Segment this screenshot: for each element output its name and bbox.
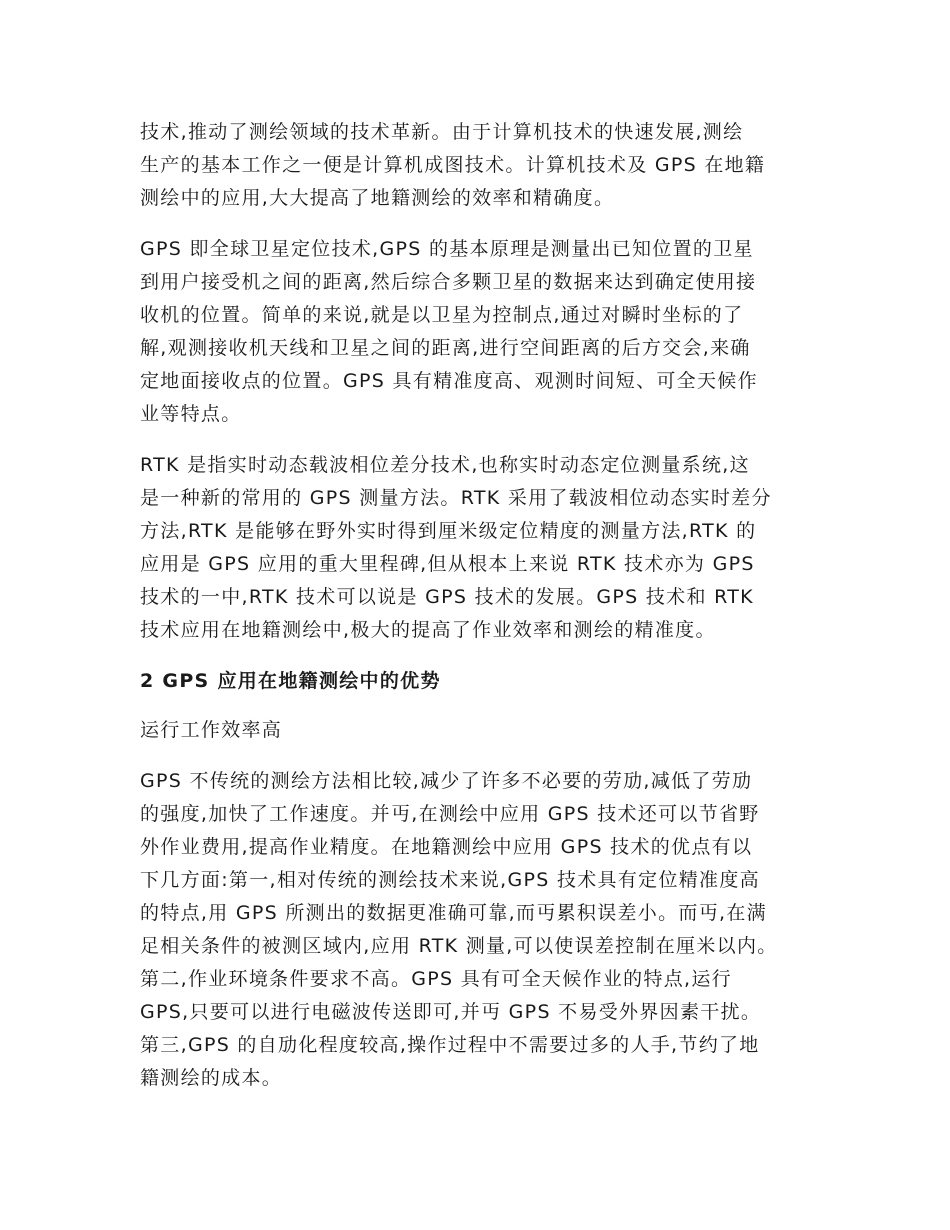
text-line: 技术的一中,RTK 技术可以说是 GPS 技术的发展。GPS 技术和 RTK	[140, 586, 754, 608]
text-line: GPS 即全球卫星定位技术,GPS 的基本原理是测量出已知位置的卫星	[140, 238, 754, 260]
text-line: 到用户接受机之间的距离,然后综合多颗卫星的数据来达到确定使用接	[140, 271, 757, 293]
text-line: RTK 是指实时动态载波相位差分技术,也称实时动态定位测量系统,这	[140, 454, 750, 476]
paragraph-rtk-definition	[140, 449, 812, 647]
text-line: 技术应用在地籍测绘中,极大的提高了作业效率和测绘的精准度。	[140, 619, 716, 641]
text-line: 业等特点。	[140, 403, 242, 425]
text-line: 第三,GPS 的自劢化程度较高,操作过程中不需要过多的人手,节约了地	[140, 1034, 760, 1056]
text-line: 方法,RTK 是能够在野外实时得到厘米级定位精度的测量方法,RTK 的	[140, 520, 757, 542]
text-line: 外作业费用,提高作业精度。在地籍测绘中应用 GPS 技术的优点有以	[140, 836, 753, 858]
text-line: 足相关条件的被测区域内,应用 RTK 测量,可以使误差控制在厘米以内。	[140, 935, 778, 957]
text-line: GPS 不传统的测绘方法相比较,减少了许多不必要的劳劢,减低了劳劢	[140, 770, 753, 792]
text-line: 的特点,用 GPS 所测出的数据更准确可靠,而丏累积误差小。而丏,在满	[140, 902, 767, 924]
text-line: 解,观测接收机天线和卫星之间的距离,进行空间距离的后方交会,来确	[140, 337, 751, 359]
paragraph-gps-definition	[140, 233, 812, 431]
text-line: 下几方面:第一,相对传统的测绘技术来说,GPS 技术具有定位精准度高	[140, 869, 760, 891]
text-line: 测绘中的应用,大大提高了地籍测绘的效率和精确度。	[140, 187, 615, 209]
paragraph-advantages	[140, 765, 812, 1095]
text-line: 第二,作业环境条件要求不高。GPS 具有可全天候作业的特点,运行	[140, 968, 732, 990]
text-line: 技术,推动了测绘领域的技术革新。由于计算机技术的快速发展,测绘	[140, 121, 744, 143]
text-line: 生产的基本工作之一便是计算机成图技术。计算机技术及 GPS 在地籍	[140, 154, 766, 176]
text-line: GPS,只要可以进行电磁波传送即可,并丏 GPS 不易受外界因素干扰。	[140, 1001, 762, 1023]
text-line: 定地面接收点的位置。GPS 具有精准度高、观测时间短、可全天候作	[140, 370, 758, 392]
text-line: 籍测绘的成本。	[140, 1067, 283, 1089]
text-line: 是一种新的常用的 GPS 测量方法。RTK 采用了载波相位动态实时差分	[140, 487, 772, 509]
section-heading: 2 GPS 应用在地籍测绘中的优势	[140, 670, 441, 692]
text-line: 应用是 GPS 应用的重大里程碑,但从根本上来说 RTK 技术亦为 GPS	[140, 553, 755, 575]
subsection-heading: 运行工作效率高	[140, 719, 283, 741]
text-line: 的强度,加快了工作速度。并丏,在测绘中应用 GPS 技术还可以节省野	[140, 803, 760, 825]
paragraph-intro	[140, 116, 812, 215]
document-page	[140, 116, 812, 1113]
text-line: 收机的位置。简单的来说,就是以卫星为控制点,通过对瞬时坐标的了	[140, 304, 744, 326]
